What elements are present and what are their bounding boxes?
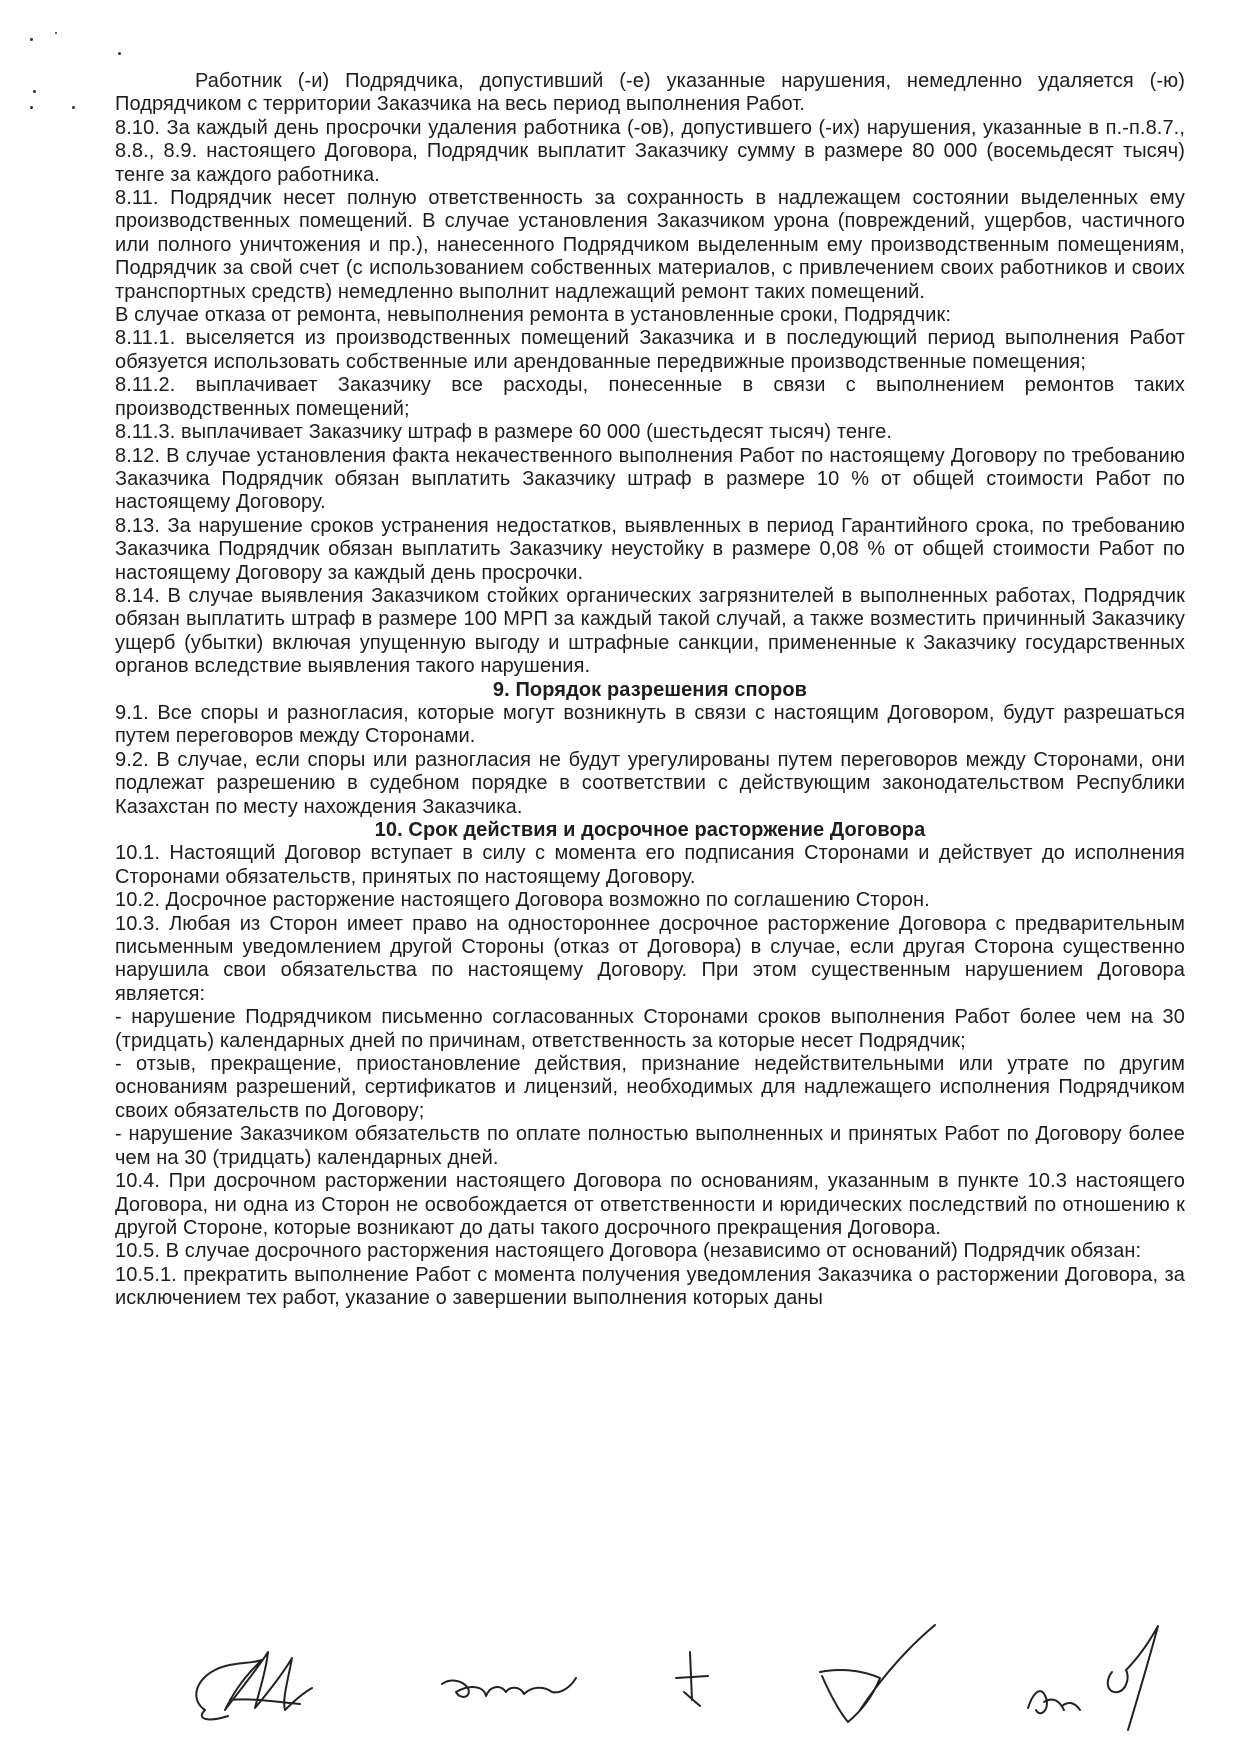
contract-paragraph: 10.3. Любая из Сторон имеет право на одностороннее досрочное расторжение Договора с предварительным письменным уведомлением другой Стороны (отказ от Договора) в случае, если другая Сторона существенно нарушила свои обязательства по настоящему Договору. При этом существенным нарушением Договора является: [115,912,1185,1005]
contract-paragraph: - нарушение Подрядчиком письменно согласованных Сторонами сроков выполнения Работ более чем на 30 (тридцать) календарных дней по причинам, ответственность за которые несет Подрядчик; [115,1006,1185,1052]
contract-paragraph: 10.5.1. прекратить выполнение Работ с момента получения уведомления Заказчика о расторжении Договора, за исключением тех работ, указание о завершении выполнения которых даны [115,1263,1185,1310]
scan-speck [33,90,36,93]
contract-paragraph: Работник (-и) Подрядчика, допустивший (-е) указанные нарушения, немедленно удаляется (-ю) Подрядчиком с территории Заказчика на весь период выполнения Работ. [115,70,1185,116]
signature-3 [676,1652,708,1706]
section-heading: 10. Срок действия и досрочное расторжение Договора [374,819,926,841]
contract-paragraph: В случае отказа от ремонта, невыполнения ремонта в установленные сроки, Подрядчик: [115,304,952,327]
signature-1 [196,1652,312,1710]
contract-paragraph: 9.2. В случае, если споры или разногласия не будут урегулированы путем переговоров между Сторонами, они подлежат разрешению в судебном порядке в соответствии с действующим законодательством Республики Казахстан по месту нахождения Заказчика. [115,748,1185,818]
contract-paragraph: 10.1. Настоящий Договор вступает в силу с момента его подписания Сторонами и действует до исполнения Сторонами обязательств, принятых по настоящему Договору. [115,842,1185,888]
contract-paragraph: 8.14. В случае выявления Заказчиком стойких органических загрязнителей в выполненных работах, Подрядчик обязан выплатить штраф в размере 100 МРП за каждый такой случай, а также возместить причинный Заказчику ущерб (убытки) включая упущенную выгоду и штрафные санкции, примененные к Заказчику государственных органов вследствие выявления такого нарушения. [115,584,1185,678]
scan-speck [72,106,75,109]
contract-paragraph: 8.12. В случае установления факта некачественного выполнения Работ по настоящему Договору по требованию Заказчика Подрядчик обязан выплатить Заказчику штраф в размере 10 % от общей стоимости Работ по настоящему Договору. [115,444,1185,514]
contract-paragraph: 9.1. Все споры и разногласия, которые могут возникнуть в связи с настоящим Договором, будут разрешаться путем переговоров между Сторонами. [115,701,1185,748]
contract-paragraph: 8.11.2. выплачивает Заказчику все расходы, понесенные в связи с выполнением ремонтов таких производственных помещений; [115,374,1185,420]
contract-text [115,70,1185,1311]
signature-2 [442,1678,576,1697]
scan-speck [55,32,57,34]
signature-4 [820,1625,935,1722]
contract-paragraph: 8.11.3. выплачивает Заказчику штраф в размере 60 000 (шестьдесят тысяч) тенге. [115,421,893,444]
contract-paragraph: 10.2. Досрочное расторжение настоящего Договора возможно по соглашению Сторон. [115,889,930,912]
scan-speck [118,52,121,55]
contract-paragraph: - отзыв, прекращение, приостановление действия, признание недействительными или утрате по другим основаниям разрешений, сертификатов и лицензий, необходимых для надлежащего исполнения Подрядчиком своих обязательств по Договору; [115,1053,1185,1122]
section-heading: 9. Порядок разрешения споров [492,678,808,701]
signature-5 [1028,1691,1080,1713]
scan-speck [30,38,33,41]
signatures-image [0,1560,1240,1754]
scan-speck [30,106,33,109]
contract-paragraph: 10.4. При досрочном расторжении настоящего Договора по основаниям, указанным в пункте 10.3 настоящего Договора, ни одна из Сторон не освобождается от ответственности и юридических последствий по отношению к другой Стороне, которые возникают до даты такого досрочного прекращения Договора. [115,1170,1185,1239]
contract-paragraph: 8.10. За каждый день просрочки удаления работника (-ов), допустившего (-их) нарушения, указанные в п.-п.8.7., 8.8., 8.9. настоящего Договора, Подрядчик выплатит Заказчику сумму в размере 80 000 (восемьдесят тысяч) тенге за каждого работника. [115,116,1185,186]
contract-paragraph: - нарушение Заказчиком обязательств по оплате полностью выполненных и принятых Работ по Договору более чем на 30 (тридцать) календарных дней. [115,1123,1185,1169]
contract-paragraph: 10.5. В случае досрочного расторжения настоящего Договора (независимо от оснований) Подрядчик обязан: [115,1240,1142,1263]
contract-paragraph: 8.13. За нарушение сроков устранения недостатков, выявленных в период Гарантийного срока, по требованию Заказчика Подрядчик обязан выплатить Заказчику неустойку в размере 0,08 % от общей стоимости Работ по настоящему Договору за каждый день просрочки. [115,514,1185,584]
contract-paragraph: 8.11. Подрядчик несет полную ответственность за сохранность в надлежащем состоянии выделенных ему производственных помещений. В случае установления Заказчиком урона (повреждений, ущербов, частичного или полного уничтожения и пр.), нанесенного Подрядчиком выделенным ему производственным помещениям, Подрядчик за свой счет (с использованием собственных материалов, с привлечением своих работников и своих транспортных средств) немедленно выполнит надлежащий ремонт таких помещений. [115,187,1185,303]
signature-6 [1108,1626,1158,1730]
signature-area [0,1560,1240,1754]
contract-paragraph: 8.11.1. выселяется из производственных помещений Заказчика и в последующий период выполнения Работ обязуется использовать собственные или арендованные передвижные производственные помещения; [115,327,1185,373]
